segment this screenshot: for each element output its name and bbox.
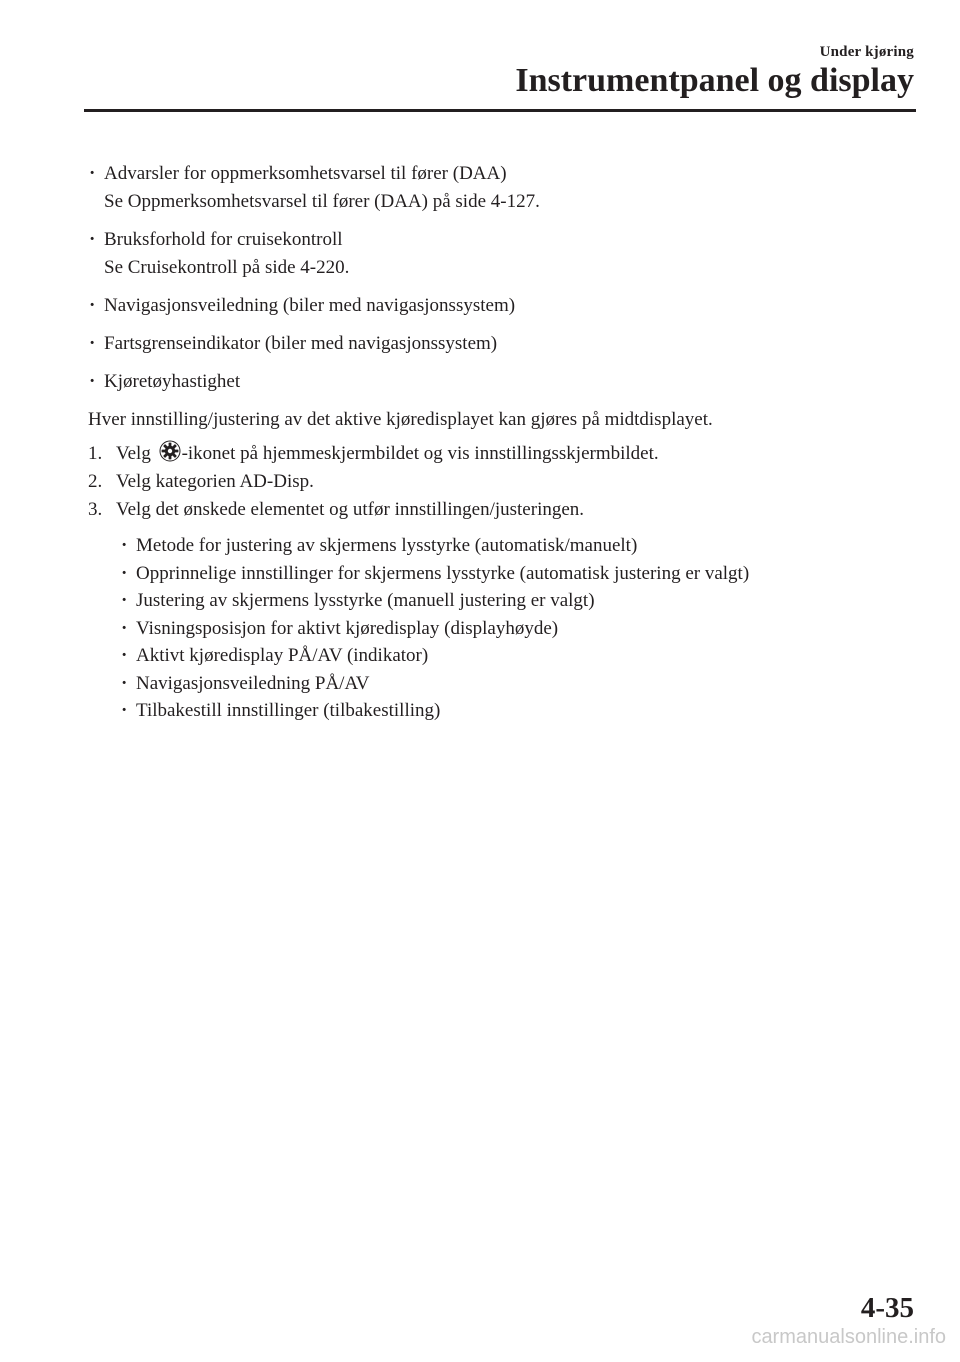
section-label: Under kjøring [819, 44, 914, 60]
settings-options-list [120, 532, 918, 725]
step-text: Velg [116, 443, 156, 464]
step-item [88, 440, 918, 468]
list-item: · Aktivt kjøredisplay PÅ/AV (indikator) [120, 642, 918, 670]
display-items-list [88, 160, 918, 396]
page-number: 4-35 [860, 1292, 914, 1324]
list-item: · Opprinnelige innstillinger for skjermens lysstyrke (automatisk justering er valgt) [120, 560, 918, 588]
list-item: · Metode for justering av skjermens lysstyrke (automatisk/manuelt) [120, 532, 918, 560]
list-item [88, 368, 918, 396]
intro-paragraph: Hver innstilling/justering av det aktive kjøredisplayet kan gjøres på midtdisplayet. [88, 409, 713, 430]
list-item: · Tilbakestill innstillinger (tilbakestilling) [120, 697, 918, 725]
step-item [88, 496, 918, 524]
header-rule [84, 109, 916, 112]
list-item-text: Advarsler for oppmerksomhetsvarsel til fører (DAA) [104, 163, 507, 184]
steps-list [88, 440, 918, 524]
chapter-title: Instrumentpanel og display [515, 62, 914, 99]
step-item [88, 468, 918, 496]
list-item: · Justering av skjermens lysstyrke (manuell justering er valgt) [120, 587, 918, 615]
list-item-text: Kjøretøyhastighet [104, 371, 241, 392]
step-text: -ikonet på hjemmeskjermbildet og vis innstillingsskjermbildet. [181, 443, 659, 464]
step-number: 1. [88, 443, 103, 464]
list-item-text: Fartsgrenseindikator (biler med navigasjonssystem) [104, 333, 498, 354]
list-item-text: Navigasjonsveiledning (biler med navigasjonssystem) [104, 295, 516, 316]
step-text: Velg det ønskede elementet og utfør innstillingen/justeringen. [116, 499, 585, 520]
cross-reference: Se Cruisekontroll på side 4-220. [104, 257, 350, 278]
step-number: 3. [88, 499, 103, 520]
list-item [88, 292, 918, 320]
list-item [88, 330, 918, 358]
list-item: · Visningsposisjon for aktivt kjøredisplay (displayhøyde) [120, 615, 918, 643]
gear-icon [159, 440, 181, 462]
step-number: 2. [88, 471, 103, 492]
page-content [88, 160, 918, 725]
list-item: · Navigasjonsveiledning PÅ/AV [120, 670, 918, 698]
watermark: carmanualsonline.info [751, 1326, 946, 1348]
list-item [88, 160, 918, 216]
list-item-text: Bruksforhold for cruisekontroll [104, 229, 343, 250]
step-text: Velg kategorien AD-Disp. [116, 471, 314, 492]
cross-reference: Se Oppmerksomhetsvarsel til fører (DAA) på side 4-127. [104, 191, 540, 212]
list-item [88, 226, 918, 282]
